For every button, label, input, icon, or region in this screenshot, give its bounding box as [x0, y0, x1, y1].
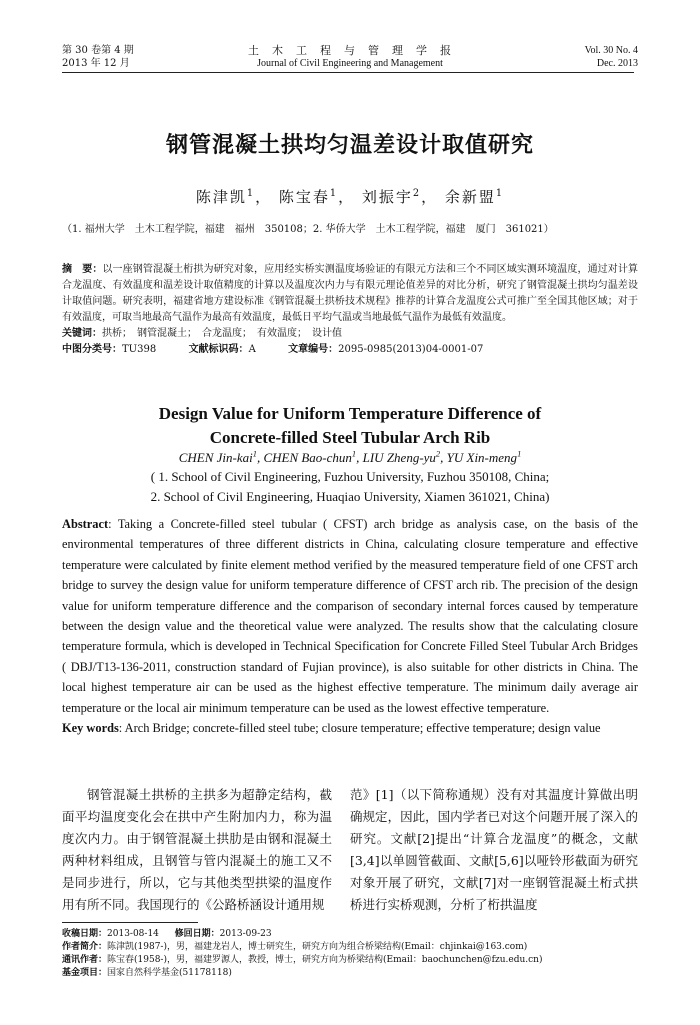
header-vol-en — [585, 44, 638, 70]
author-en: YU Xin-meng$^1$ — [446, 448, 522, 465]
keywords-cn: 拱桥； 钢管混凝土； 合龙温度； 有效温度； 设计值 — [102, 328, 342, 339]
footnote-rule — [62, 922, 198, 923]
clc-label: 中图分类号： — [62, 344, 122, 355]
clc-value: TU398 — [122, 344, 157, 355]
header-month: Dec. 2013 — [596, 58, 638, 69]
header-vol-no: Vol. 30 No. 4 — [584, 45, 638, 56]
doc-code-label: 文献标识码： — [188, 344, 249, 355]
author-cn: 刘振宇$^2$ — [361, 188, 422, 206]
keywords-en: : Arch Bridge; concrete-filled steel tube; closure temperature; effective temperature; design value — [118, 721, 601, 736]
footnote-funding: 基金项目：国家自然科学基金(51178118) — [62, 968, 232, 978]
paper-title-en-line2: Concrete-filled Steel Tubular Arch Rib — [209, 428, 491, 447]
footnote-dates: 收稿日期：2013-08-14 修回日期：2013-09-23 — [62, 929, 272, 939]
abstract-en-label: Abstract — [62, 517, 109, 531]
author-cn: 余新盟$^1$ — [444, 188, 505, 206]
author-en: LIU Zheng-$yu^2$ — [362, 448, 441, 465]
author-en: CHEN Jin-kai$^1$ — [178, 448, 257, 465]
header-date: 2013 年 12 月 — [62, 58, 130, 69]
body-paragraph-continued: 范》[1]（以下简称通规）没有对其温度计算做出明确规定，因此，国内学者已对这个问题开展了深入的研究。文献[2]提出“计算合龙温度”的概念，文献[3,4]以单圆管截面、文献[5,6]以哑铃形截面为研究对象开展了研究，文献[7]对一座钢管混凝土桁式拱桥进行实桥观测，分析了桁拱温度 — [350, 787, 638, 912]
doc-code-value: A — [248, 344, 256, 355]
footnote-author-bio: 作者简介：陈津凯(1987-)，男，福建龙岩人，博士研究生，研究方向为组合桥梁结构(Email：chjinkai@163.com) — [62, 942, 528, 952]
keywords-cn-label: 关键词： — [62, 328, 102, 339]
affiliation-cn: （1. 福州大学 土木工程学院，福建 福州 350108；2. 华侨大学 土木工程学院，福建 厦门 361021） — [62, 224, 554, 235]
body-column-left — [62, 784, 332, 916]
body-column-right — [350, 784, 638, 916]
paper-title-cn: 钢管混凝土拱均匀温差设计取值研究 — [165, 133, 534, 158]
abstract-en — [62, 514, 638, 738]
footnote-corresponding-author: 通讯作者：陈宝春(1958-)，男，福建罗源人，教授，博士，研究方向为桥梁结构(Email：baochunchen@fzu.edu.cn) — [62, 955, 543, 965]
abstract-cn-label: 摘 要： — [62, 264, 103, 275]
authors-en: CHEN Jin-kai$^1$, CHEN Bao-chun$^1$, LIU Zheng-$yu^2$, YU Xin-meng$^1$ — [178, 448, 522, 465]
abstract-cn — [62, 262, 638, 358]
body-paragraph: 钢管混凝土拱桥的主拱多为超静定结构，截面平均温度变化会在拱中产生附加内力，称为温度次内力。由于钢管混凝土拱肋是由钢和混凝土两种材料组成，且钢管与管内混凝土的施工又不是同步进行，所以，它与其他类型拱梁的温度作用有所不同。我国现行的《公路桥涵设计通用规 — [62, 787, 332, 912]
abstract-cn-text: 以一座钢管混凝土桁拱为研究对象，应用经实桥实测温度场验证的有限元方法和三个不同区域实测环境温度，通过对计算合龙温度、有效温度和温差设计取值精度的计算以及温度次内力与有限元理论值差异的对比分析，研究了钢管混凝土拱均匀温差设计取值问题。研究表明，福建省地方建设标准《钢管混凝土拱桥技术规程》推荐的计算合龙温度公式可推广至全国其他区域；对于有效温度，可取当地最高气温作为最高有效温度，最低日平均气温或当地最低气温作为最低有效温度。 — [62, 264, 639, 323]
author-en: CHEN Bao-chun$^1$ — [263, 448, 357, 465]
header-rule — [62, 72, 634, 73]
header-issue: 第 30 卷第 4 期 — [62, 45, 134, 56]
article-number-value: 2095-0985(2013)04-0001-07 — [338, 344, 484, 355]
article-number-label: 文章编号： — [288, 344, 339, 355]
authors-cn: 陈津凯$^1$， 陈宝春$^1$， 刘振宇$^2$， 余新盟$^1$ — [195, 188, 505, 206]
author-cn: 陈宝春$^1$ — [278, 188, 339, 206]
abstract-en-text: : Taking a Concrete-filled steel tubular ( CFST) arch bridge as analysis case, on the basis of the environmental temperatures of three different districts in China, calculating closure temperature and effective temperature were calculated by finite element method verified by the measured temperature field of one CFST arch bridge to survey the design value for uniform temperature difference of CFST arch rib. The precision of the design value for uniform temperature difference and the comparison of secondary internal forces caused by temperature between the design value and the theoretical value were analyzed. The results show that the calculating closure temperature formula, which is developed in Technical Specification for Concrete Filled Steel Tubular Arch Bridges ( DBJ/T13-136-2011, construction standard of Fujian province), is also suitable for other districts in China. The local highest temperature air can be used as the highest effective temperature. The minimum daily average air temperature or the local air minimum temperature can be used as the lowest effective temperature. — [62, 517, 638, 715]
paper-title-en-line1: Design Value for Uniform Temperature Difference of — [158, 404, 542, 423]
journal-name-en: Journal of Civil Engineering and Management — [257, 58, 443, 69]
journal-name-cn: 土 木 工 程 与 管 理 学 报 — [248, 44, 452, 57]
author-cn: 陈津凯$^1$ — [195, 188, 256, 206]
affiliation-en-line2: 2. School of Civil Engineering, Huaqiao University, Xiamen 361021, China) — [150, 489, 550, 504]
keywords-en-label: Key words — [62, 721, 119, 736]
affiliation-en-line1: ( 1. School of Civil Engineering, Fuzhou University, Fuzhou 350108, China; — [150, 469, 550, 484]
